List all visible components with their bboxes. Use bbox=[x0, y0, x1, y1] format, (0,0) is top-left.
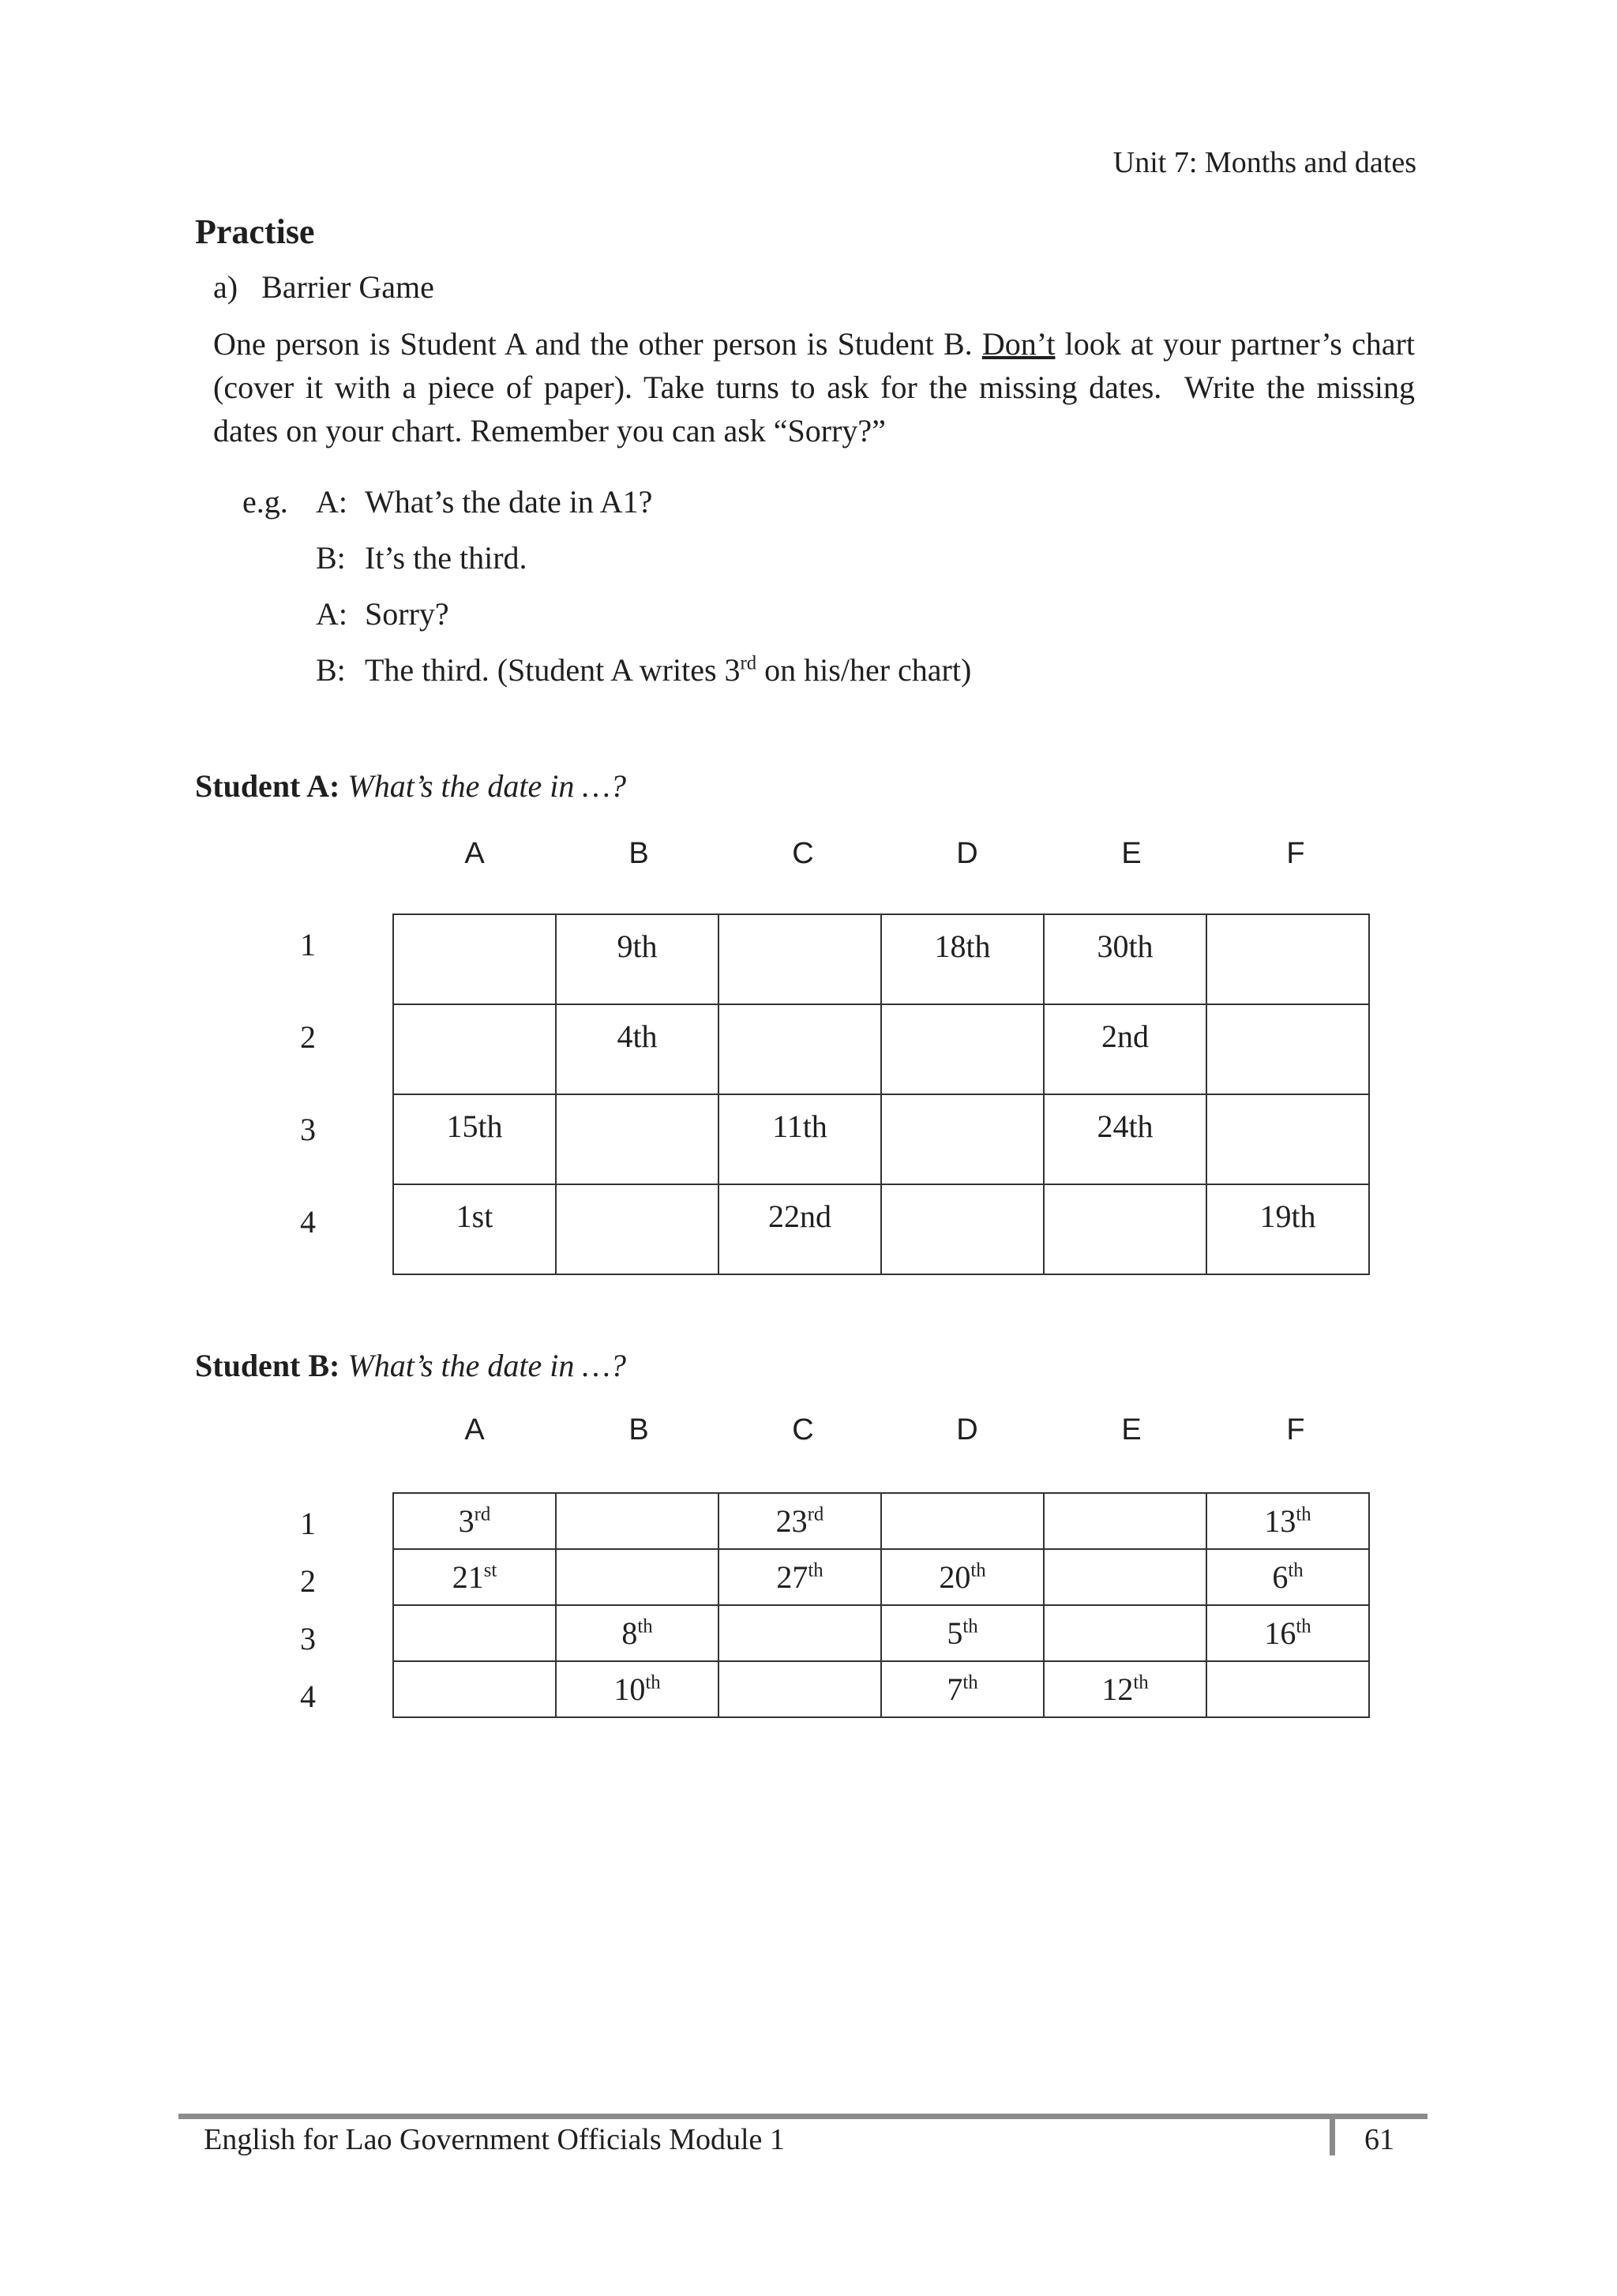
date-cell bbox=[1044, 1184, 1206, 1274]
instructions bbox=[213, 322, 1415, 452]
date-cell bbox=[1206, 914, 1369, 1004]
date-number: 10 bbox=[613, 1671, 646, 1707]
dialogue-line bbox=[316, 651, 971, 688]
date-cell bbox=[718, 1004, 881, 1094]
footer-divider bbox=[1330, 2119, 1335, 2155]
date-cell: 30th bbox=[1044, 914, 1206, 1004]
dialogue-text: What’s the date in A1? bbox=[365, 484, 653, 520]
student-a-column-label: E bbox=[1121, 837, 1142, 870]
ordinal-suffix: th bbox=[1296, 1503, 1311, 1525]
date-cell bbox=[393, 1661, 556, 1717]
date-cell bbox=[718, 1493, 881, 1549]
date-cell bbox=[1206, 1605, 1369, 1661]
date-number: 16 bbox=[1264, 1615, 1296, 1651]
date-number: 8 bbox=[621, 1615, 638, 1651]
footer-rule bbox=[178, 2114, 1428, 2119]
date-cell bbox=[718, 1661, 881, 1717]
date-cell bbox=[556, 1094, 718, 1184]
student-b-label: Student B: bbox=[195, 1348, 340, 1383]
dialogue-text-end: on his/her chart) bbox=[756, 652, 972, 688]
table-row bbox=[393, 1605, 1369, 1661]
student-a-chart bbox=[392, 914, 1370, 1275]
table-row bbox=[393, 1184, 1369, 1274]
date-number: 12 bbox=[1101, 1671, 1134, 1707]
date-cell bbox=[718, 1549, 881, 1605]
date-cell bbox=[393, 914, 556, 1004]
date-cell: 2nd bbox=[1044, 1004, 1206, 1094]
date-cell bbox=[881, 1094, 1044, 1184]
section-title: Practise bbox=[195, 212, 315, 251]
date-number: 20 bbox=[939, 1559, 971, 1595]
date-cell: 18th bbox=[881, 914, 1044, 1004]
date-cell bbox=[1206, 1549, 1369, 1605]
dialogue-speaker: A: bbox=[316, 596, 347, 632]
activity-subtitle: a) Barrier Game bbox=[213, 269, 434, 305]
instructions-underlined: Don’t bbox=[981, 326, 1056, 362]
date-cell bbox=[1044, 1661, 1206, 1717]
student-a-row-label: 3 bbox=[300, 1112, 316, 1147]
ordinal-suffix: th bbox=[970, 1559, 986, 1581]
date-cell: 15th bbox=[393, 1094, 556, 1184]
example-tag: e.g. bbox=[242, 484, 288, 520]
student-b-heading bbox=[195, 1347, 626, 1384]
student-b-column-label: B bbox=[628, 1413, 649, 1446]
student-b-chart bbox=[392, 1492, 1370, 1718]
date-cell bbox=[556, 1549, 718, 1605]
date-cell bbox=[556, 1605, 718, 1661]
ordinal-suffix: th bbox=[645, 1671, 661, 1694]
date-cell bbox=[556, 1184, 718, 1274]
table-row bbox=[393, 1094, 1369, 1184]
date-cell bbox=[393, 1605, 556, 1661]
date-cell: 22nd bbox=[718, 1184, 881, 1274]
date-number: 7 bbox=[947, 1671, 963, 1707]
ordinal-suffix: th bbox=[1296, 1615, 1311, 1638]
table-row bbox=[393, 1004, 1369, 1094]
date-cell bbox=[1206, 1094, 1369, 1184]
student-b-row-label: 1 bbox=[300, 1506, 316, 1541]
ordinal-suffix: th bbox=[1133, 1671, 1149, 1694]
page-number: 61 bbox=[1364, 2123, 1394, 2156]
student-a-row-label: 1 bbox=[300, 927, 316, 962]
dialogue-line bbox=[316, 539, 527, 576]
date-cell bbox=[556, 1661, 718, 1717]
student-a-column-label: A bbox=[464, 837, 485, 870]
date-cell: 11th bbox=[718, 1094, 881, 1184]
table-row bbox=[393, 1493, 1369, 1549]
unit-header: Unit 7: Months and dates bbox=[1112, 146, 1416, 179]
date-cell: 1st bbox=[393, 1184, 556, 1274]
student-a-label: Student A: bbox=[195, 768, 340, 804]
date-cell: 19th bbox=[1206, 1184, 1369, 1274]
date-cell bbox=[881, 1661, 1044, 1717]
student-a-row-label: 4 bbox=[300, 1204, 316, 1240]
ordinal-suffix: th bbox=[962, 1671, 978, 1694]
date-cell bbox=[556, 1493, 718, 1549]
date-cell bbox=[718, 1605, 881, 1661]
date-cell bbox=[1206, 1493, 1369, 1549]
footer-title: English for Lao Government Officials Module 1 bbox=[204, 2123, 785, 2156]
ordinal-suffix: th bbox=[808, 1559, 824, 1581]
instructions-part-2: look at your partner’s chart (cover it with a piece of paper). Take turns to ask for the missing dates. Write the missing dates on your chart. Remember you can ask “Sorry?” bbox=[213, 326, 1415, 448]
student-b-column-label: A bbox=[464, 1413, 485, 1446]
date-cell bbox=[393, 1004, 556, 1094]
ordinal-suffix: th bbox=[962, 1615, 978, 1638]
date-cell bbox=[881, 1605, 1044, 1661]
student-b-row-label: 2 bbox=[300, 1563, 316, 1599]
dialogue-line bbox=[316, 595, 449, 632]
dialogue-speaker: B: bbox=[316, 540, 346, 576]
date-cell bbox=[1044, 1549, 1206, 1605]
dialogue-speaker: B: bbox=[316, 652, 346, 688]
student-b-column-label: C bbox=[792, 1413, 814, 1446]
date-cell bbox=[1206, 1004, 1369, 1094]
date-cell bbox=[393, 1493, 556, 1549]
date-cell bbox=[881, 1549, 1044, 1605]
student-a-column-label: C bbox=[792, 837, 814, 870]
ordinal-suffix: rd bbox=[474, 1503, 491, 1525]
ordinal-suffix: rd bbox=[807, 1503, 824, 1525]
student-b-row-label: 3 bbox=[300, 1621, 316, 1656]
date-cell bbox=[1044, 1605, 1206, 1661]
date-cell bbox=[718, 914, 881, 1004]
date-cell bbox=[393, 1549, 556, 1605]
student-a-question: What’s the date in …? bbox=[347, 768, 626, 804]
student-b-column-label: E bbox=[1121, 1413, 1142, 1446]
instructions-part-1: One person is Student A and the other person is Student B. bbox=[213, 326, 982, 362]
date-number: 21 bbox=[452, 1559, 484, 1595]
table-row bbox=[393, 1661, 1369, 1717]
table-row bbox=[393, 1549, 1369, 1605]
dialogue-text: The third. (Student A writes 3 bbox=[365, 652, 741, 688]
ordinal-suffix: th bbox=[1288, 1559, 1304, 1581]
student-a-column-label: B bbox=[628, 837, 649, 870]
student-a-column-label: D bbox=[956, 837, 978, 870]
table-row bbox=[393, 914, 1369, 1004]
date-cell bbox=[881, 1004, 1044, 1094]
student-a-heading bbox=[195, 767, 626, 805]
date-cell bbox=[881, 1493, 1044, 1549]
student-a-row-label: 2 bbox=[300, 1019, 316, 1055]
ordinal-suffix: th bbox=[637, 1615, 653, 1638]
dialogue-line bbox=[316, 483, 652, 520]
student-b-column-label: D bbox=[956, 1413, 978, 1446]
student-a-column-label: F bbox=[1286, 837, 1305, 870]
ordinal-suffix: st bbox=[483, 1559, 497, 1581]
date-number: 6 bbox=[1272, 1559, 1289, 1595]
date-cell bbox=[1044, 1493, 1206, 1549]
student-b-question: What’s the date in …? bbox=[347, 1348, 626, 1383]
date-number: 27 bbox=[776, 1559, 808, 1595]
student-b-column-label: F bbox=[1286, 1413, 1305, 1446]
student-b-row-label: 4 bbox=[300, 1679, 316, 1714]
date-cell bbox=[881, 1184, 1044, 1274]
ordinal-suffix: rd bbox=[740, 652, 757, 674]
dialogue-text: It’s the third. bbox=[365, 540, 527, 576]
date-number: 13 bbox=[1264, 1503, 1296, 1539]
date-cell: 4th bbox=[556, 1004, 718, 1094]
date-number: 5 bbox=[947, 1615, 963, 1651]
date-cell: 9th bbox=[556, 914, 718, 1004]
date-cell: 24th bbox=[1044, 1094, 1206, 1184]
date-cell bbox=[1206, 1661, 1369, 1717]
dialogue-speaker: A: bbox=[316, 484, 347, 520]
date-number: 23 bbox=[775, 1503, 808, 1539]
dialogue-text: Sorry? bbox=[365, 596, 449, 632]
date-number: 3 bbox=[458, 1503, 475, 1539]
